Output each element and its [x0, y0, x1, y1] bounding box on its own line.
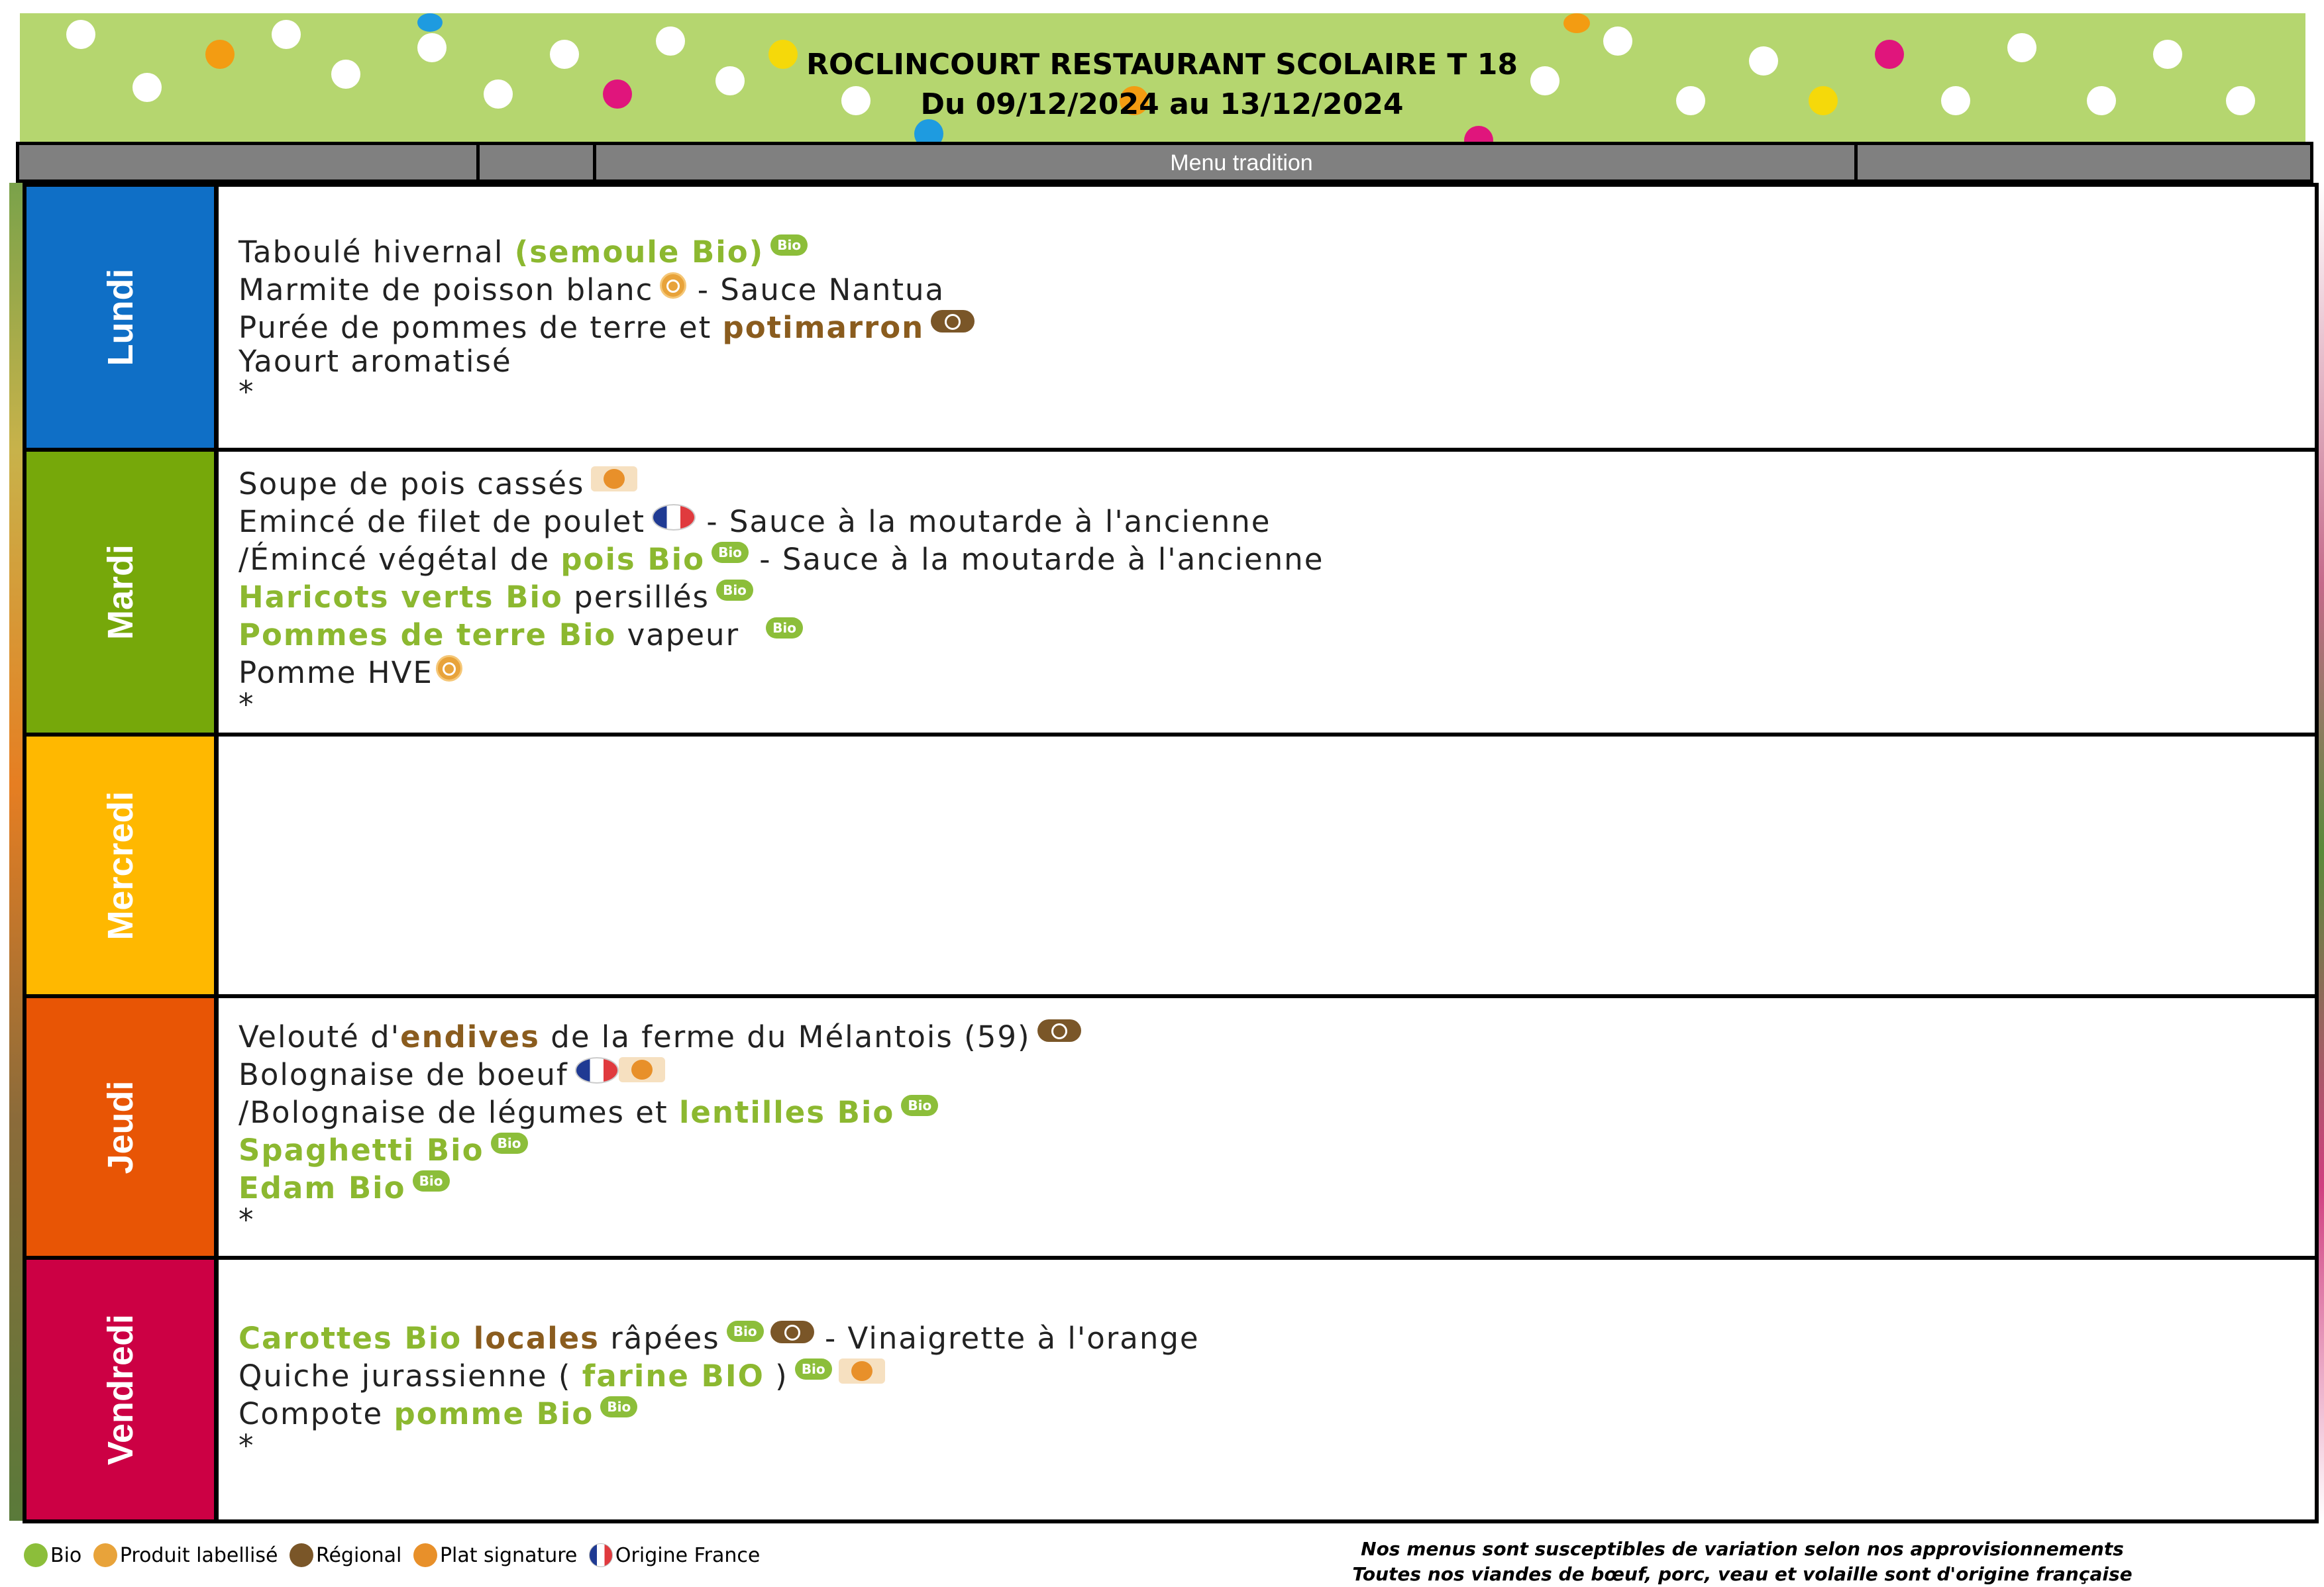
- france-flag-icon: [652, 504, 696, 531]
- legend-regional: Régional: [290, 1543, 401, 1567]
- menu-line: Spaghetti Bio Bio: [238, 1131, 2301, 1169]
- menu-line: *: [238, 687, 255, 722]
- menu-line: Edam Bio Bio: [238, 1169, 2301, 1207]
- menu-line: Pomme HVE: [238, 654, 2301, 691]
- regional-icon: [1037, 1019, 1081, 1042]
- day-row-mercredi: [26, 737, 2315, 998]
- menu-line: Yaourt aromatisé: [238, 344, 512, 379]
- column-header-bar: [16, 142, 2313, 183]
- france-flag-icon: [575, 1057, 619, 1084]
- signature-icon: [413, 1543, 437, 1567]
- legend-france: Origine France: [589, 1543, 760, 1567]
- menu-line: Emincé de filet de poulet - Sauce à la moutarde à l'ancienne: [238, 504, 1271, 539]
- legend-label: Produit labellisé: [93, 1543, 278, 1567]
- bio-icon: Bio: [600, 1396, 637, 1417]
- page-date-range: Du 09/12/2024 au 13/12/2024: [920, 87, 1404, 121]
- legend: [24, 1543, 765, 1567]
- day-label-mardi: Mardi: [26, 452, 219, 733]
- legend-bio: Bio: [24, 1543, 81, 1567]
- menu-line: Compote pomme Bio Bio: [238, 1395, 2301, 1433]
- bio-icon: Bio: [727, 1321, 764, 1342]
- menu-lundi: [238, 233, 2301, 407]
- day-label-mercredi: Mercredi: [26, 737, 219, 994]
- regional-icon: [931, 310, 975, 333]
- menu-line: *: [238, 1428, 255, 1463]
- day-label-jeudi: Jeudi: [26, 998, 219, 1256]
- menu-line: Taboulé hivernal (semoule Bio) Bio: [238, 233, 2301, 271]
- column-separator: [476, 145, 480, 179]
- menu-line: Carottes Bio locales râpées Bio - Vinaigrette à l'orange: [238, 1321, 1200, 1356]
- france-flag-icon: [589, 1543, 613, 1567]
- legend-signature: Plat signature: [413, 1543, 577, 1567]
- menu-line: *: [238, 1202, 255, 1237]
- menu-line: /Émincé végétal de pois Bio Bio - Sauce à la moutarde à l'ancienne: [238, 542, 1324, 577]
- bio-icon: Bio: [413, 1170, 450, 1192]
- label-icon: [660, 272, 686, 299]
- signature-icon: [591, 466, 637, 491]
- menu-line: /Bolognaise de légumes et lentilles Bio Bio: [238, 1094, 2301, 1131]
- signature-icon: [619, 1057, 665, 1082]
- day-row-mardi: [26, 452, 2315, 737]
- note-line-1: Nos menus sont susceptibles de variation selon nos approvisionnements: [1361, 1538, 2124, 1560]
- menu-jeudi: [238, 1018, 2301, 1237]
- bio-icon: Bio: [766, 617, 803, 639]
- bio-icon: Bio: [770, 234, 808, 256]
- signature-icon: [839, 1358, 885, 1384]
- bio-icon: Bio: [795, 1358, 832, 1380]
- bio-icon: Bio: [491, 1133, 528, 1154]
- label-icon: [93, 1543, 117, 1567]
- menu-line: Haricots verts Bio persillés Bio: [238, 578, 2301, 616]
- menu-line: Quiche jurassienne ( farine BIO ) Bio: [238, 1357, 2301, 1395]
- bio-icon: Bio: [901, 1095, 938, 1116]
- column-separator: [593, 145, 596, 179]
- day-label-vendredi: Vendredi: [26, 1260, 219, 1519]
- menu-line: Marmite de poisson blanc - Sauce Nantua: [238, 272, 945, 307]
- menu-line: Purée de pommes de terre et potimarron: [238, 309, 2301, 346]
- menu-table: [23, 183, 2319, 1523]
- footer-notes: [1298, 1537, 2186, 1587]
- regional-icon: [770, 1321, 814, 1343]
- day-row-vendredi: [26, 1260, 2315, 1519]
- day-row-lundi: [26, 187, 2315, 452]
- menu-line: *: [238, 374, 255, 409]
- day-row-jeudi: [26, 998, 2315, 1260]
- menu-line: Bolognaise de boeuf: [238, 1056, 2301, 1094]
- bio-icon: Bio: [716, 580, 753, 601]
- page-title: ROCLINCOURT RESTAURANT SCOLAIRE T 18: [806, 48, 1518, 81]
- note-line-2: Toutes nos viandes de bœuf, porc, veau et volaille sont d'origine française: [1352, 1563, 2133, 1585]
- menu-mardi: [238, 465, 2301, 722]
- decorative-left-strip: [9, 183, 24, 1521]
- regional-icon: [290, 1543, 313, 1567]
- day-label-lundi: Lundi: [26, 187, 219, 448]
- menu-line: Velouté d'endives de la ferme du Mélantois (59): [238, 1018, 2301, 1056]
- menu-line: Pommes de terre Bio vapeur Bio: [238, 616, 2301, 654]
- column-header-menu-tradition: Menu tradition: [1170, 150, 1313, 176]
- menu-vendredi: [238, 1319, 2301, 1463]
- menu-line: Soupe de pois cassés: [238, 465, 2301, 503]
- bio-icon: [24, 1543, 48, 1567]
- label-icon: [436, 655, 462, 682]
- bio-icon: Bio: [712, 542, 749, 563]
